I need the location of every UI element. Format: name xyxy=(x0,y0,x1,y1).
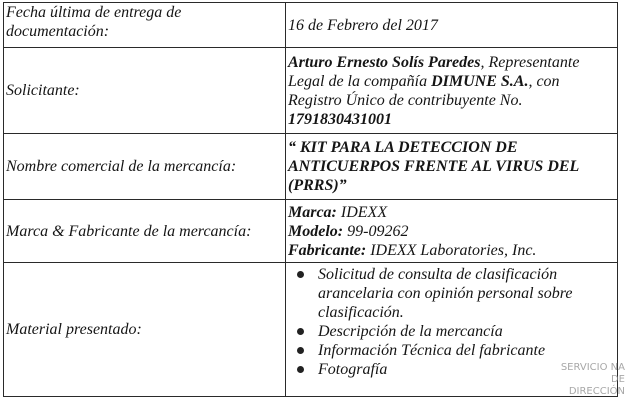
bullet-icon xyxy=(297,366,304,373)
material-item-text: Información Técnica del fabricante xyxy=(318,342,546,359)
stamp-line-3: DIRECCIÓN xyxy=(568,386,625,397)
modelo-line xyxy=(288,222,615,241)
modelo-key: Modelo: xyxy=(288,222,344,240)
marca-key: Marca: xyxy=(288,203,337,221)
official-stamp xyxy=(555,362,625,398)
material-item xyxy=(288,322,615,341)
solicitante-value xyxy=(286,48,618,134)
document-table xyxy=(3,2,618,397)
row-material xyxy=(4,263,618,397)
marca-text: IDEXX xyxy=(340,203,388,221)
material-item xyxy=(288,265,615,322)
modelo-text: 99-09262 xyxy=(347,222,409,240)
fecha-label: Fecha última de entrega de documentación: xyxy=(4,3,286,48)
solicitante-name: Arturo Ernesto Solís Paredes xyxy=(288,53,481,71)
nombre-value: “ KIT PARA LA DETECCION DE ANTICUERPOS FRENTE AL VIRUS DEL (PRRS)” xyxy=(286,134,618,200)
material-item-text: Descripción de la mercancía xyxy=(318,323,503,340)
solicitante-ruc: 1791830431001 xyxy=(288,110,392,128)
solicitante-label: Solicitante: xyxy=(4,48,286,134)
stamp-line-2: DE xyxy=(610,374,625,385)
bullet-icon xyxy=(297,271,304,278)
stamp-line-1: SERVICIO NA xyxy=(560,362,625,373)
fabricante-key: Fabricante: xyxy=(288,241,367,259)
fecha-value: 16 de Febrero del 2017 xyxy=(286,3,618,48)
nombre-label: Nombre comercial de la mercancía: xyxy=(4,134,286,200)
material-item xyxy=(288,341,615,360)
row-marca xyxy=(4,200,618,263)
material-item-text: Solicitud de consulta de clasificación arancelaria con opinión personal sobre clasificación. xyxy=(318,266,573,321)
row-solicitante xyxy=(4,48,618,134)
fabricante-text: IDEXX Laboratories, Inc. xyxy=(370,241,537,259)
material-label: Material presentado: xyxy=(4,263,286,397)
marca-label: Marca & Fabricante de la mercancía: xyxy=(4,200,286,263)
solicitante-text-2: , con Registro Único de contribuyente No. xyxy=(288,72,560,109)
solicitante-text-1: , Representante Legal de la compañía xyxy=(288,53,580,90)
bullet-icon xyxy=(297,328,304,335)
marca-value xyxy=(286,200,618,263)
row-fecha xyxy=(4,3,618,48)
fabricante-line xyxy=(288,241,615,260)
marca-line xyxy=(288,203,615,222)
row-nombre xyxy=(4,134,618,200)
material-item-text: Fotografía xyxy=(318,361,388,378)
bullet-icon xyxy=(297,347,304,354)
solicitante-company: DIMUNE S.A. xyxy=(431,72,529,90)
